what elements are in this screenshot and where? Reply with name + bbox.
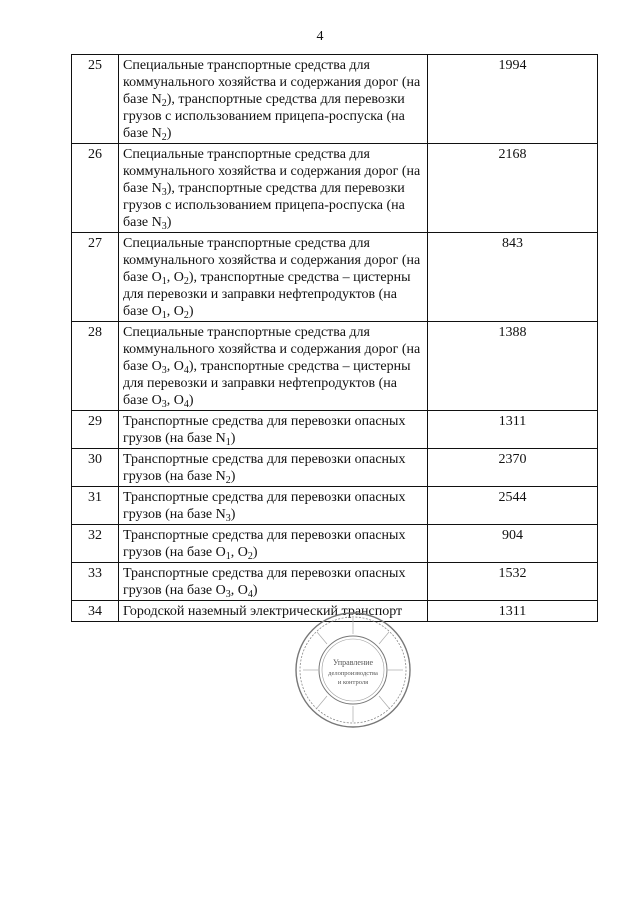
row-value: 843 — [428, 233, 598, 322]
row-number: 32 — [72, 525, 119, 563]
table-row — [72, 233, 598, 322]
row-value: 2544 — [428, 487, 598, 525]
table-row — [72, 411, 598, 449]
row-description: Транспортные средства для перевозки опасных грузов (на базе $O_1$, $O_2$) — [119, 525, 428, 563]
row-description: Транспортные средства для перевозки опасных грузов (на базе $N_2$) — [119, 449, 428, 487]
row-number: 34 — [72, 601, 119, 622]
stamp-line-2: делопроизводства — [328, 670, 378, 677]
tariff-table — [71, 54, 598, 622]
row-description: Транспортные средства для перевозки опасных грузов (на базе $N_1$) — [119, 411, 428, 449]
stamp-line-3: и контроля — [337, 679, 369, 686]
stamp-line-1: Управление — [332, 658, 374, 667]
row-value: 1994 — [428, 55, 598, 144]
row-number: 27 — [72, 233, 119, 322]
table-row — [72, 525, 598, 563]
row-description: Городской наземный электрический транспорт — [119, 601, 428, 622]
row-number: 29 — [72, 411, 119, 449]
row-description: Транспортные средства для перевозки опасных грузов (на базе $N_3$) — [119, 487, 428, 525]
row-value: 2370 — [428, 449, 598, 487]
row-value: 904 — [428, 525, 598, 563]
table-row — [72, 55, 598, 144]
table-body — [72, 55, 598, 622]
row-value: 2168 — [428, 144, 598, 233]
table-row — [72, 563, 598, 601]
row-description: Специальные транспортные средства для коммунального хозяйства и содержания дорог (на базе $N_3$), транспортные средства для перевозки грузов с использованием прицепа-роспуска (на базе $N_3$) — [119, 144, 428, 233]
row-number: 25 — [72, 55, 119, 144]
row-number: 28 — [72, 322, 119, 411]
table-row — [72, 144, 598, 233]
row-number: 26 — [72, 144, 119, 233]
official-stamp-icon — [293, 610, 413, 730]
row-number: 30 — [72, 449, 119, 487]
row-value: 1532 — [428, 563, 598, 601]
row-number: 31 — [72, 487, 119, 525]
row-value: 1311 — [428, 601, 598, 622]
table-row — [72, 449, 598, 487]
table-row — [72, 487, 598, 525]
row-description: Транспортные средства для перевозки опасных грузов (на базе $O_3$, $O_4$) — [119, 563, 428, 601]
row-value: 1311 — [428, 411, 598, 449]
row-number: 33 — [72, 563, 119, 601]
row-description: Специальные транспортные средства для коммунального хозяйства и содержания дорог (на базе $N_2$), транспортные средства для перевозки грузов с использованием прицепа-роспуска (на базе $N_2$) — [119, 55, 428, 144]
row-description: Специальные транспортные средства для коммунального хозяйства и содержания дорог (на базе $O_1$, $O_2$), транспортные средства – цистерны для перевозки и заправки нефтепродуктов (на базе $O_1$, $O_2$) — [119, 233, 428, 322]
table-row — [72, 322, 598, 411]
row-value: 1388 — [428, 322, 598, 411]
row-description: Специальные транспортные средства для коммунального хозяйства и содержания дорог (на базе $O_3$, $O_4$), транспортные средства – цистерны для перевозки и заправки нефтепродуктов (на базе $O_3$, $O_4$) — [119, 322, 428, 411]
page-number: 4 — [316, 29, 324, 44]
